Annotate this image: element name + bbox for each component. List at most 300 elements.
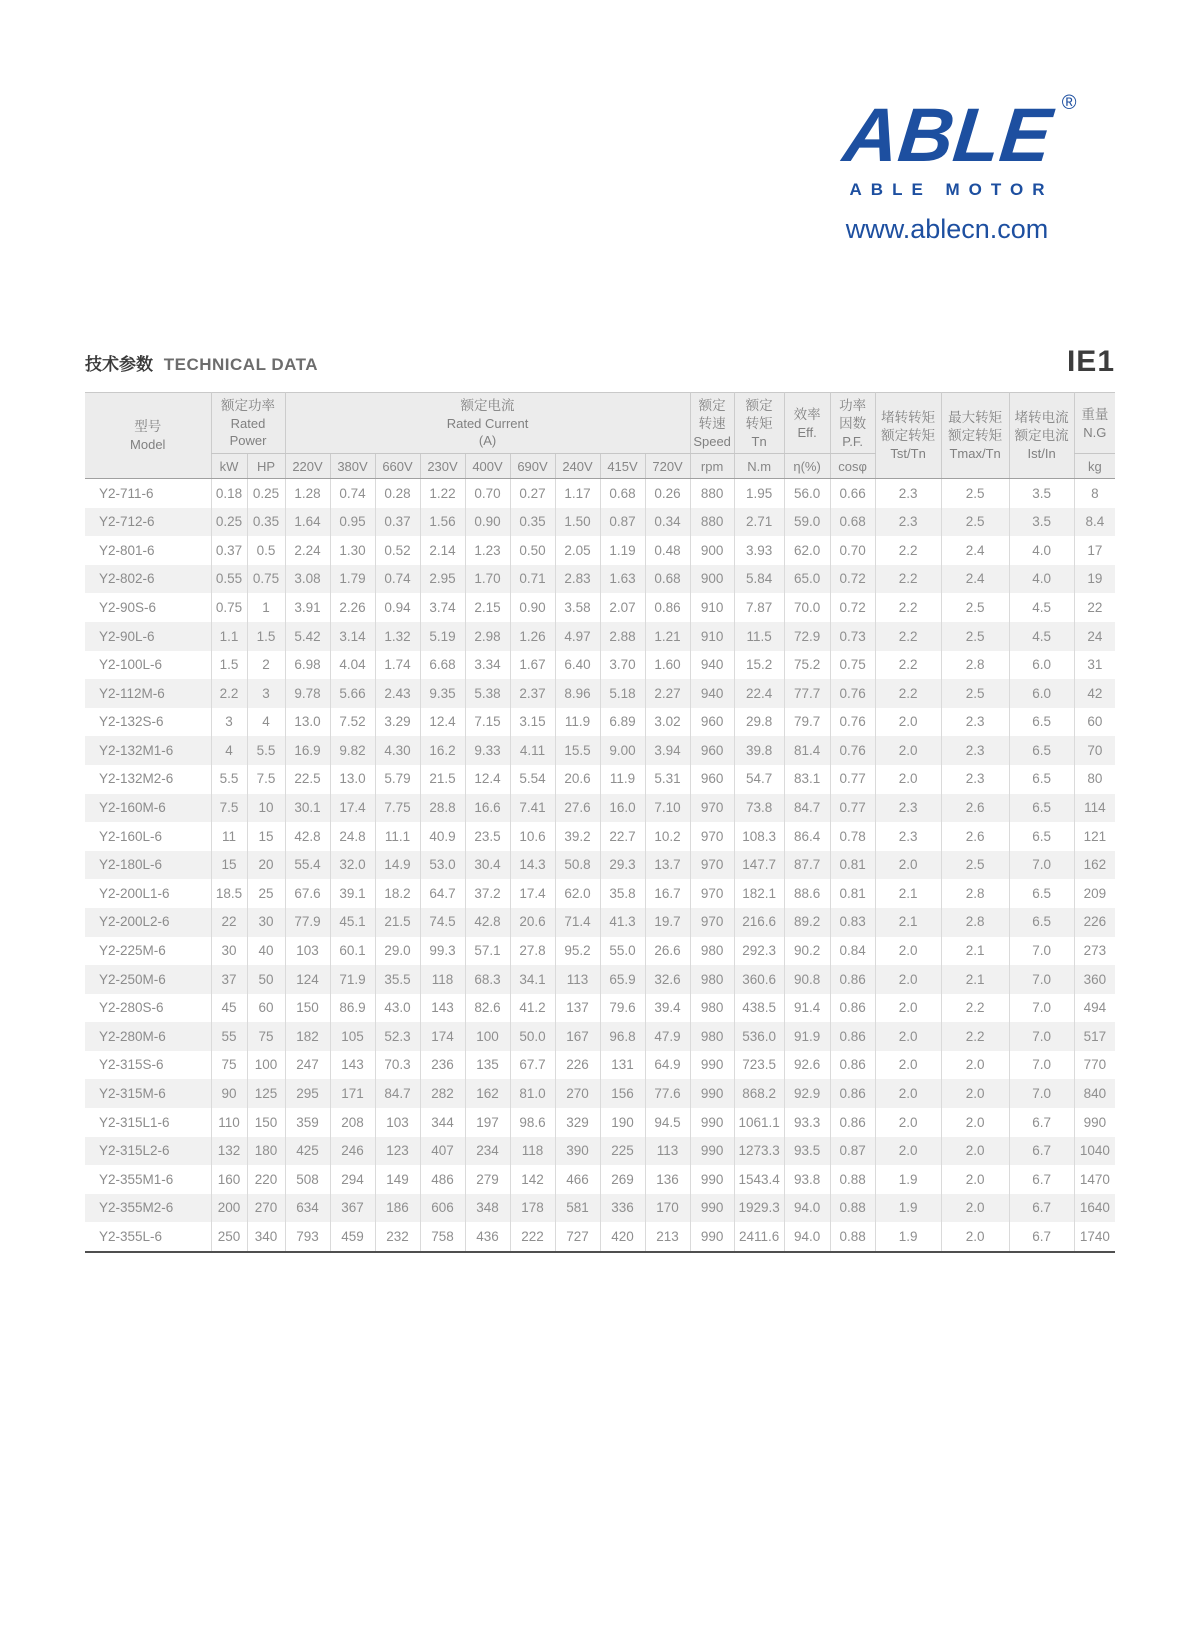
- value-cell: 10: [247, 794, 285, 823]
- value-cell: 39.4: [645, 994, 690, 1023]
- value-cell: 2.0: [941, 1079, 1009, 1108]
- value-cell: 5.19: [420, 622, 465, 651]
- section-title: [85, 350, 318, 375]
- value-cell: 21.5: [420, 765, 465, 794]
- value-cell: 6.7: [1009, 1222, 1074, 1252]
- value-cell: 182.1: [734, 879, 784, 908]
- value-cell: 2.1: [941, 965, 1009, 994]
- value-cell: 150: [285, 994, 330, 1023]
- value-cell: 1.32: [375, 622, 420, 651]
- value-cell: 65.9: [600, 965, 645, 994]
- value-cell: 42.8: [285, 822, 330, 851]
- value-cell: 436: [465, 1222, 510, 1252]
- value-cell: 25: [247, 879, 285, 908]
- value-cell: 4.5: [1009, 622, 1074, 651]
- value-cell: 270: [247, 1194, 285, 1223]
- value-cell: 45.1: [330, 908, 375, 937]
- value-cell: 1.60: [645, 651, 690, 680]
- value-cell: 3.34: [465, 651, 510, 680]
- value-cell: 6.5: [1009, 822, 1074, 851]
- value-cell: 0.50: [510, 536, 555, 565]
- value-cell: 6.5: [1009, 765, 1074, 794]
- value-cell: 2.2: [211, 679, 247, 708]
- value-cell: 0.86: [830, 994, 875, 1023]
- value-cell: 6.5: [1009, 879, 1074, 908]
- value-cell: 1.30: [330, 536, 375, 565]
- value-cell: 12.4: [420, 708, 465, 737]
- unit-cell: 380V: [330, 454, 375, 479]
- value-cell: 91.4: [784, 994, 830, 1023]
- value-cell: 171: [330, 1079, 375, 1108]
- value-cell: 6.89: [600, 708, 645, 737]
- value-cell: 90.8: [784, 965, 830, 994]
- value-cell: 3.91: [285, 593, 330, 622]
- value-cell: 494: [1074, 994, 1115, 1023]
- value-cell: 24: [1074, 622, 1115, 651]
- value-cell: 2.5: [941, 622, 1009, 651]
- value-cell: 113: [555, 965, 600, 994]
- value-cell: 16.9: [285, 736, 330, 765]
- value-cell: 137: [555, 994, 600, 1023]
- value-cell: 1640: [1074, 1194, 1115, 1223]
- brand-website: www.ablecn.com: [845, 214, 1049, 244]
- value-cell: 329: [555, 1108, 600, 1137]
- model-cell: Y2-315M-6: [99, 1086, 166, 1102]
- table-row: [85, 908, 1115, 937]
- unit-cell: 720V: [645, 454, 690, 479]
- value-cell: 84.7: [375, 1079, 420, 1108]
- value-cell: 7.15: [465, 708, 510, 737]
- model-cell: Y2-90S-6: [99, 599, 157, 615]
- value-cell: 6.7: [1009, 1165, 1074, 1194]
- value-cell: 990: [690, 1194, 734, 1223]
- value-cell: 40: [247, 937, 285, 966]
- unit-cell: 240V: [555, 454, 600, 479]
- value-cell: 344: [420, 1108, 465, 1137]
- value-cell: 105: [330, 1022, 375, 1051]
- model-cell: Y2-160M-6: [99, 800, 166, 816]
- unit-cell: 220V: [285, 454, 330, 479]
- col-header-tst-tn: 堵转转矩 额定转矩 Tst/Tn: [875, 393, 941, 479]
- value-cell: 0.25: [247, 479, 285, 508]
- value-cell: 2.3: [875, 794, 941, 823]
- value-cell: 0.18: [211, 479, 247, 508]
- value-cell: 4.30: [375, 736, 420, 765]
- value-cell: 0.68: [600, 479, 645, 508]
- value-cell: 1.67: [510, 651, 555, 680]
- value-cell: 2.0: [941, 1051, 1009, 1080]
- value-cell: 9.33: [465, 736, 510, 765]
- value-cell: 94.5: [645, 1108, 690, 1137]
- value-cell: 0.86: [830, 1108, 875, 1137]
- value-cell: 727: [555, 1222, 600, 1252]
- value-cell: 407: [420, 1137, 465, 1166]
- value-cell: 770: [1074, 1051, 1115, 1080]
- value-cell: 2.95: [420, 565, 465, 594]
- value-cell: 39.1: [330, 879, 375, 908]
- value-cell: 71.4: [555, 908, 600, 937]
- table-row: [85, 994, 1115, 1023]
- model-cell: Y2-90L-6: [99, 628, 155, 644]
- value-cell: 0.66: [830, 479, 875, 508]
- logo-block: [816, 92, 1078, 245]
- value-cell: 197: [465, 1108, 510, 1137]
- value-cell: 0.95: [330, 508, 375, 537]
- table-row: [85, 679, 1115, 708]
- value-cell: 131: [600, 1051, 645, 1080]
- value-cell: 292.3: [734, 937, 784, 966]
- value-cell: 0.86: [645, 593, 690, 622]
- value-cell: 7.5: [247, 765, 285, 794]
- value-cell: 980: [690, 994, 734, 1023]
- col-header-weight: 重量 N.G: [1074, 393, 1115, 454]
- value-cell: 0.86: [830, 1022, 875, 1051]
- value-cell: 28.8: [420, 794, 465, 823]
- value-cell: 990: [690, 1137, 734, 1166]
- value-cell: 6.7: [1009, 1108, 1074, 1137]
- value-cell: 2.5: [941, 479, 1009, 508]
- value-cell: 970: [690, 794, 734, 823]
- value-cell: 16.7: [645, 879, 690, 908]
- value-cell: 234: [465, 1137, 510, 1166]
- value-cell: 359: [285, 1108, 330, 1137]
- value-cell: 2.0: [875, 1022, 941, 1051]
- value-cell: 67.6: [285, 879, 330, 908]
- value-cell: 0.81: [830, 851, 875, 880]
- value-cell: 86.9: [330, 994, 375, 1023]
- value-cell: 113: [645, 1137, 690, 1166]
- unit-cell: cosφ: [830, 454, 875, 479]
- value-cell: 213: [645, 1222, 690, 1252]
- value-cell: 0.77: [830, 765, 875, 794]
- value-cell: 118: [510, 1137, 555, 1166]
- value-cell: 39.2: [555, 822, 600, 851]
- value-cell: 980: [690, 937, 734, 966]
- value-cell: 143: [420, 994, 465, 1023]
- value-cell: 15.2: [734, 651, 784, 680]
- value-cell: 10.2: [645, 822, 690, 851]
- value-cell: 216.6: [734, 908, 784, 937]
- value-cell: 90.2: [784, 937, 830, 966]
- value-cell: 3.74: [420, 593, 465, 622]
- value-cell: 0.68: [830, 508, 875, 537]
- unit-cell: 660V: [375, 454, 420, 479]
- model-cell: Y2-315S-6: [99, 1057, 164, 1073]
- value-cell: 0.68: [645, 565, 690, 594]
- value-cell: 0.86: [830, 1051, 875, 1080]
- model-cell: Y2-132M1-6: [99, 742, 174, 758]
- value-cell: 81.4: [784, 736, 830, 765]
- value-cell: 2.8: [941, 908, 1009, 937]
- value-cell: 2.0: [875, 708, 941, 737]
- value-cell: 367: [330, 1194, 375, 1223]
- value-cell: 79.6: [600, 994, 645, 1023]
- value-cell: 68.3: [465, 965, 510, 994]
- value-cell: 15.5: [555, 736, 600, 765]
- value-cell: 1.5: [211, 651, 247, 680]
- value-cell: 2.24: [285, 536, 330, 565]
- value-cell: 42.8: [465, 908, 510, 937]
- model-cell: Y2-711-6: [99, 485, 154, 501]
- value-cell: 425: [285, 1137, 330, 1166]
- value-cell: 360.6: [734, 965, 784, 994]
- value-cell: 486: [420, 1165, 465, 1194]
- value-cell: 30: [247, 908, 285, 937]
- value-cell: 124: [285, 965, 330, 994]
- value-cell: 4.0: [1009, 536, 1074, 565]
- value-cell: 81.0: [510, 1079, 555, 1108]
- value-cell: 4: [247, 708, 285, 737]
- value-cell: 93.3: [784, 1108, 830, 1137]
- value-cell: 82.6: [465, 994, 510, 1023]
- value-cell: 4: [211, 736, 247, 765]
- value-cell: 294: [330, 1165, 375, 1194]
- value-cell: 0.86: [830, 1079, 875, 1108]
- value-cell: 39.8: [734, 736, 784, 765]
- value-cell: 1543.4: [734, 1165, 784, 1194]
- value-cell: 32.0: [330, 851, 375, 880]
- value-cell: 0.77: [830, 794, 875, 823]
- value-cell: 86.4: [784, 822, 830, 851]
- value-cell: 70.0: [784, 593, 830, 622]
- value-cell: 0.27: [510, 479, 555, 508]
- value-cell: 0.74: [375, 565, 420, 594]
- value-cell: 64.9: [645, 1051, 690, 1080]
- value-cell: 75.2: [784, 651, 830, 680]
- unit-cell: rpm: [690, 454, 734, 479]
- value-cell: 70.3: [375, 1051, 420, 1080]
- value-cell: 75: [247, 1022, 285, 1051]
- value-cell: 0.71: [510, 565, 555, 594]
- value-cell: 6.5: [1009, 708, 1074, 737]
- value-cell: 11.9: [555, 708, 600, 737]
- value-cell: 5.38: [465, 679, 510, 708]
- value-cell: 0.88: [830, 1194, 875, 1223]
- value-cell: 940: [690, 651, 734, 680]
- value-cell: 6.5: [1009, 908, 1074, 937]
- table-row: [85, 1079, 1115, 1108]
- value-cell: 7.5: [211, 794, 247, 823]
- value-cell: 11: [211, 822, 247, 851]
- value-cell: 6.0: [1009, 651, 1074, 680]
- value-cell: 282: [420, 1079, 465, 1108]
- value-cell: 55.0: [600, 937, 645, 966]
- model-cell: Y2-802-6: [99, 571, 155, 587]
- table-row: [85, 622, 1115, 651]
- value-cell: 15: [211, 851, 247, 880]
- value-cell: 84.7: [784, 794, 830, 823]
- value-cell: 1061.1: [734, 1108, 784, 1137]
- value-cell: 74.5: [420, 908, 465, 937]
- value-cell: 121: [1074, 822, 1115, 851]
- value-cell: 2.3: [875, 508, 941, 537]
- value-cell: 182: [285, 1022, 330, 1051]
- registered-trademark-icon: ®: [1061, 92, 1077, 114]
- value-cell: 7.0: [1009, 1079, 1074, 1108]
- section-header: [85, 345, 1115, 378]
- value-cell: 758: [420, 1222, 465, 1252]
- value-cell: 7.87: [734, 593, 784, 622]
- value-cell: 1.70: [465, 565, 510, 594]
- value-cell: 56.0: [784, 479, 830, 508]
- value-cell: 98.6: [510, 1108, 555, 1137]
- unit-cell: η(%): [784, 454, 830, 479]
- value-cell: 35.5: [375, 965, 420, 994]
- value-cell: 162: [1074, 851, 1115, 880]
- value-cell: 0.25: [211, 508, 247, 537]
- value-cell: 100: [465, 1022, 510, 1051]
- value-cell: 170: [645, 1194, 690, 1223]
- value-cell: 1470: [1074, 1165, 1115, 1194]
- value-cell: 2.37: [510, 679, 555, 708]
- value-cell: 93.8: [784, 1165, 830, 1194]
- value-cell: 31: [1074, 651, 1115, 680]
- value-cell: 89.2: [784, 908, 830, 937]
- value-cell: 2.3: [875, 479, 941, 508]
- value-cell: 8: [1074, 479, 1115, 508]
- value-cell: 7.52: [330, 708, 375, 737]
- value-cell: 29.8: [734, 708, 784, 737]
- value-cell: 0.87: [830, 1137, 875, 1166]
- table-row: [85, 651, 1115, 680]
- value-cell: 2.27: [645, 679, 690, 708]
- value-cell: 1.79: [330, 565, 375, 594]
- value-cell: 970: [690, 822, 734, 851]
- value-cell: 30: [211, 937, 247, 966]
- value-cell: 0.26: [645, 479, 690, 508]
- col-header-rated-current: 额定电流 Rated Current (A): [285, 393, 690, 454]
- value-cell: 2.83: [555, 565, 600, 594]
- value-cell: 37.2: [465, 879, 510, 908]
- value-cell: 6.68: [420, 651, 465, 680]
- value-cell: 1.21: [645, 622, 690, 651]
- value-cell: 0.76: [830, 679, 875, 708]
- value-cell: 3.93: [734, 536, 784, 565]
- value-cell: 868.2: [734, 1079, 784, 1108]
- value-cell: 0.5: [247, 536, 285, 565]
- table-row: [85, 536, 1115, 565]
- value-cell: 125: [247, 1079, 285, 1108]
- value-cell: 940: [690, 679, 734, 708]
- value-cell: 226: [555, 1051, 600, 1080]
- value-cell: 50.8: [555, 851, 600, 880]
- value-cell: 2.5: [941, 679, 1009, 708]
- value-cell: 222: [510, 1222, 555, 1252]
- table-row: [85, 1222, 1115, 1252]
- value-cell: 114: [1074, 794, 1115, 823]
- model-cell: Y2-355L-6: [85, 1222, 211, 1252]
- value-cell: 0.48: [645, 536, 690, 565]
- value-cell: 6.7: [1009, 1137, 1074, 1166]
- model-cell: Y2-315L2-6: [99, 1143, 170, 1159]
- value-cell: 83.1: [784, 765, 830, 794]
- value-cell: 990: [690, 1051, 734, 1080]
- value-cell: 279: [465, 1165, 510, 1194]
- value-cell: 90: [211, 1079, 247, 1108]
- model-cell: Y2-355M2-6: [99, 1200, 174, 1216]
- value-cell: 0.90: [510, 593, 555, 622]
- value-cell: 0.75: [211, 593, 247, 622]
- value-cell: 5.66: [330, 679, 375, 708]
- value-cell: 174: [420, 1022, 465, 1051]
- value-cell: 162: [465, 1079, 510, 1108]
- value-cell: 2.5: [941, 593, 1009, 622]
- value-cell: 62.0: [784, 536, 830, 565]
- unit-cell: 400V: [465, 454, 510, 479]
- value-cell: 17.4: [330, 794, 375, 823]
- value-cell: 8.4: [1074, 508, 1115, 537]
- value-cell: 3.94: [645, 736, 690, 765]
- value-cell: 64.7: [420, 879, 465, 908]
- value-cell: 9.78: [285, 679, 330, 708]
- value-cell: 2.2: [941, 1022, 1009, 1051]
- value-cell: 95.2: [555, 937, 600, 966]
- value-cell: 2.5: [941, 508, 1009, 537]
- value-cell: 92.6: [784, 1051, 830, 1080]
- value-cell: 3.02: [645, 708, 690, 737]
- value-cell: 108.3: [734, 822, 784, 851]
- table-row: [85, 794, 1115, 823]
- value-cell: 80: [1074, 765, 1115, 794]
- value-cell: 990: [1074, 1108, 1115, 1137]
- value-cell: 73.8: [734, 794, 784, 823]
- model-cell: Y2-315L1-6: [99, 1114, 170, 1130]
- value-cell: 13.7: [645, 851, 690, 880]
- value-cell: 880: [690, 508, 734, 537]
- value-cell: 2.0: [875, 937, 941, 966]
- value-cell: 0.76: [830, 736, 875, 765]
- value-cell: 3.08: [285, 565, 330, 594]
- value-cell: 1: [247, 593, 285, 622]
- value-cell: 92.9: [784, 1079, 830, 1108]
- brand-subtitle: ABLE MOTOR: [849, 180, 1054, 199]
- value-cell: 135: [465, 1051, 510, 1080]
- table-row: [85, 593, 1115, 622]
- value-cell: 270: [555, 1079, 600, 1108]
- value-cell: 14.3: [510, 851, 555, 880]
- value-cell: 208: [330, 1108, 375, 1137]
- value-cell: 6.5: [1009, 736, 1074, 765]
- value-cell: 0.75: [830, 651, 875, 680]
- value-cell: 29.3: [600, 851, 645, 880]
- value-cell: 7.0: [1009, 1051, 1074, 1080]
- value-cell: 60: [1074, 708, 1115, 737]
- value-cell: 19.7: [645, 908, 690, 937]
- value-cell: 0.81: [830, 879, 875, 908]
- value-cell: 1740: [1074, 1222, 1115, 1252]
- unit-cell: 415V: [600, 454, 645, 479]
- value-cell: 29.0: [375, 937, 420, 966]
- value-cell: 60.1: [330, 937, 375, 966]
- table-row: [85, 1051, 1115, 1080]
- value-cell: 77.6: [645, 1079, 690, 1108]
- model-cell: Y2-112M-6: [99, 685, 165, 701]
- value-cell: 2.43: [375, 679, 420, 708]
- value-cell: 12.4: [465, 765, 510, 794]
- value-cell: 16.0: [600, 794, 645, 823]
- value-cell: 536.0: [734, 1022, 784, 1051]
- value-cell: 2.1: [875, 908, 941, 937]
- value-cell: 22: [1074, 593, 1115, 622]
- value-cell: 459: [330, 1222, 375, 1252]
- value-cell: 11.1: [375, 822, 420, 851]
- value-cell: 19: [1074, 565, 1115, 594]
- value-cell: 2.0: [941, 1194, 1009, 1223]
- value-cell: 94.0: [784, 1222, 830, 1252]
- value-cell: 5.84: [734, 565, 784, 594]
- value-cell: 16.2: [420, 736, 465, 765]
- value-cell: 0.86: [830, 965, 875, 994]
